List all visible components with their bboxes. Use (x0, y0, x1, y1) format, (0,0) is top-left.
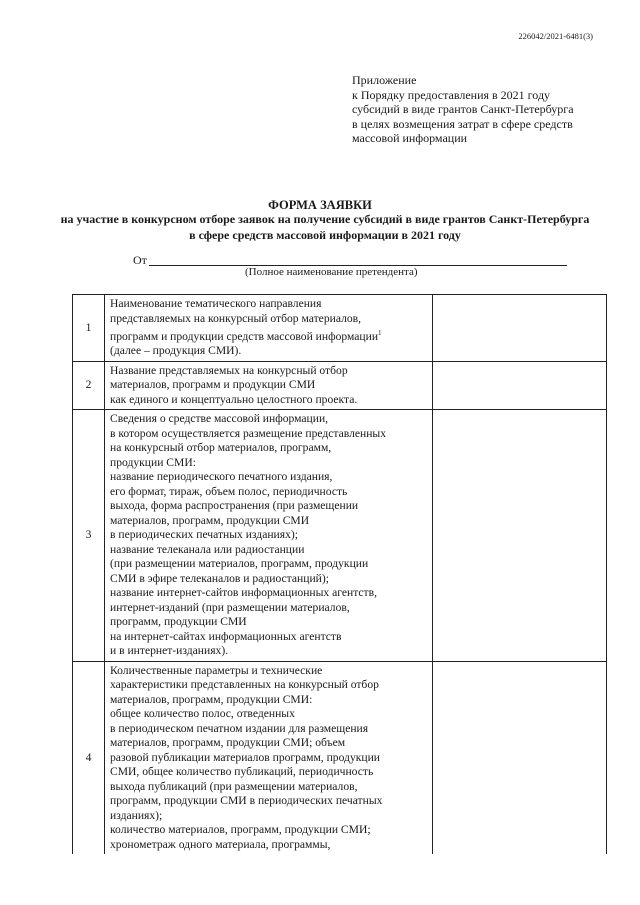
row-number: 1 (73, 295, 105, 362)
answer-cell[interactable] (433, 295, 607, 362)
description-line: программ, продукции СМИ (110, 615, 247, 629)
description-line: его формат, тираж, объем полос, периодичность (110, 484, 348, 498)
description-line: и в интернет-изданиях). (110, 644, 229, 658)
from-label: От (133, 253, 147, 267)
description-line: выхода публикаций (при размещении материалов, (110, 779, 358, 793)
answer-cell[interactable] (433, 661, 607, 854)
answer-cell[interactable] (433, 410, 607, 662)
description-line: название периодического печатного издания, (110, 470, 333, 484)
description-line: характеристики представленных на конкурсный отбор (110, 678, 379, 692)
row-number: 3 (73, 410, 105, 662)
description-line: Название представляемых на конкурсный отбор (110, 363, 348, 377)
description-line: Наименование тематического направления (110, 297, 322, 310)
description-line: материалов, программ, продукции СМИ: (110, 692, 313, 706)
answer-cell[interactable] (433, 361, 607, 410)
description-line: материалов, программ и продукции СМИ (110, 378, 316, 392)
appendix-line: Приложение (352, 73, 417, 87)
table-row (73, 361, 607, 410)
description-line: как единого и концептуально целостного проекта. (110, 392, 358, 406)
description-line: программ, продукции СМИ в периодических печатных (110, 794, 383, 808)
table-row (73, 295, 607, 362)
description-line: название интернет-сайтов информационных агентств, (110, 586, 378, 600)
appendix-line: субсидий в виде грантов Санкт-Петербурга (352, 102, 574, 117)
row-number: 4 (73, 661, 105, 854)
description-text: программ и продукции средств массовой информации (110, 329, 379, 343)
row-description (105, 361, 433, 410)
description-line: представляемых на конкурсный отбор материалов, (110, 311, 362, 325)
description-line (110, 326, 428, 344)
description-line: выхода, форма распространения (при размещении (110, 499, 359, 513)
row-number: 2 (73, 361, 105, 410)
description-line: продукции СМИ: (110, 455, 196, 469)
description-line: общее количество полос, отведенных (110, 707, 295, 721)
appendix-line: к Порядку предоставления в 2021 году (352, 87, 551, 102)
description-line: на конкурсный отбор материалов, программ, (110, 441, 332, 455)
description-line: материалов, программ, продукции СМИ (110, 513, 310, 527)
row-description (105, 410, 433, 662)
description-line: интернет-изданий (при размещении материалов, (110, 600, 350, 614)
description-line: (при размещении материалов, программ, продукции (110, 557, 369, 571)
description-line: в котором осуществляется размещение представленных (110, 426, 387, 440)
row-description (105, 295, 433, 362)
description-line: разовой публикации материалов программ, продукции (110, 750, 381, 764)
application-table (72, 294, 607, 854)
description-line: Количественные параметры и технические (110, 663, 323, 677)
from-caption: (Полное наименование претендента) (245, 266, 418, 278)
table-row (73, 410, 607, 662)
description-line: Сведения о средстве массовой информации, (110, 412, 329, 426)
form-title: ФОРМА ЗАЯВКИ (268, 198, 372, 212)
description-line: хронометраж одного материала, программы, (110, 837, 331, 851)
description-line: (далее – продукция СМИ). (110, 344, 242, 358)
appendix-line: в целях возмещения затрат в сфере средств (352, 116, 573, 131)
description-line: изданиях); (110, 808, 163, 822)
description-line: название телеканала или радиостанции (110, 542, 305, 556)
description-line: количество материалов, программ, продукции СМИ; (110, 823, 371, 837)
table-row (73, 661, 607, 854)
description-line: в периодических печатных изданиях); (110, 528, 298, 542)
row-description (105, 661, 433, 854)
description-line: материалов, программ, продукции СМИ; объем (110, 736, 346, 750)
description-line: на интернет-сайтах информационных агентств (110, 629, 342, 643)
appendix-line: массовой информации (352, 131, 468, 146)
description-line: СМИ в эфире телеканалов и радиостанций); (110, 571, 329, 585)
form-subtitle: на участие в конкурсном отборе заявок на получение субсидий в виде грантов Санкт-Петербурга в сфере средств массовой информации в 2021 году (60, 212, 590, 242)
document-id: 226042/2021-6481(3) (518, 31, 593, 41)
description-line: СМИ, общее количество публикаций, периодичность (110, 765, 374, 779)
footnote-marker: 1 (378, 329, 382, 337)
appendix-note (352, 73, 574, 146)
description-line: в периодическом печатном издании для размещения (110, 721, 369, 735)
